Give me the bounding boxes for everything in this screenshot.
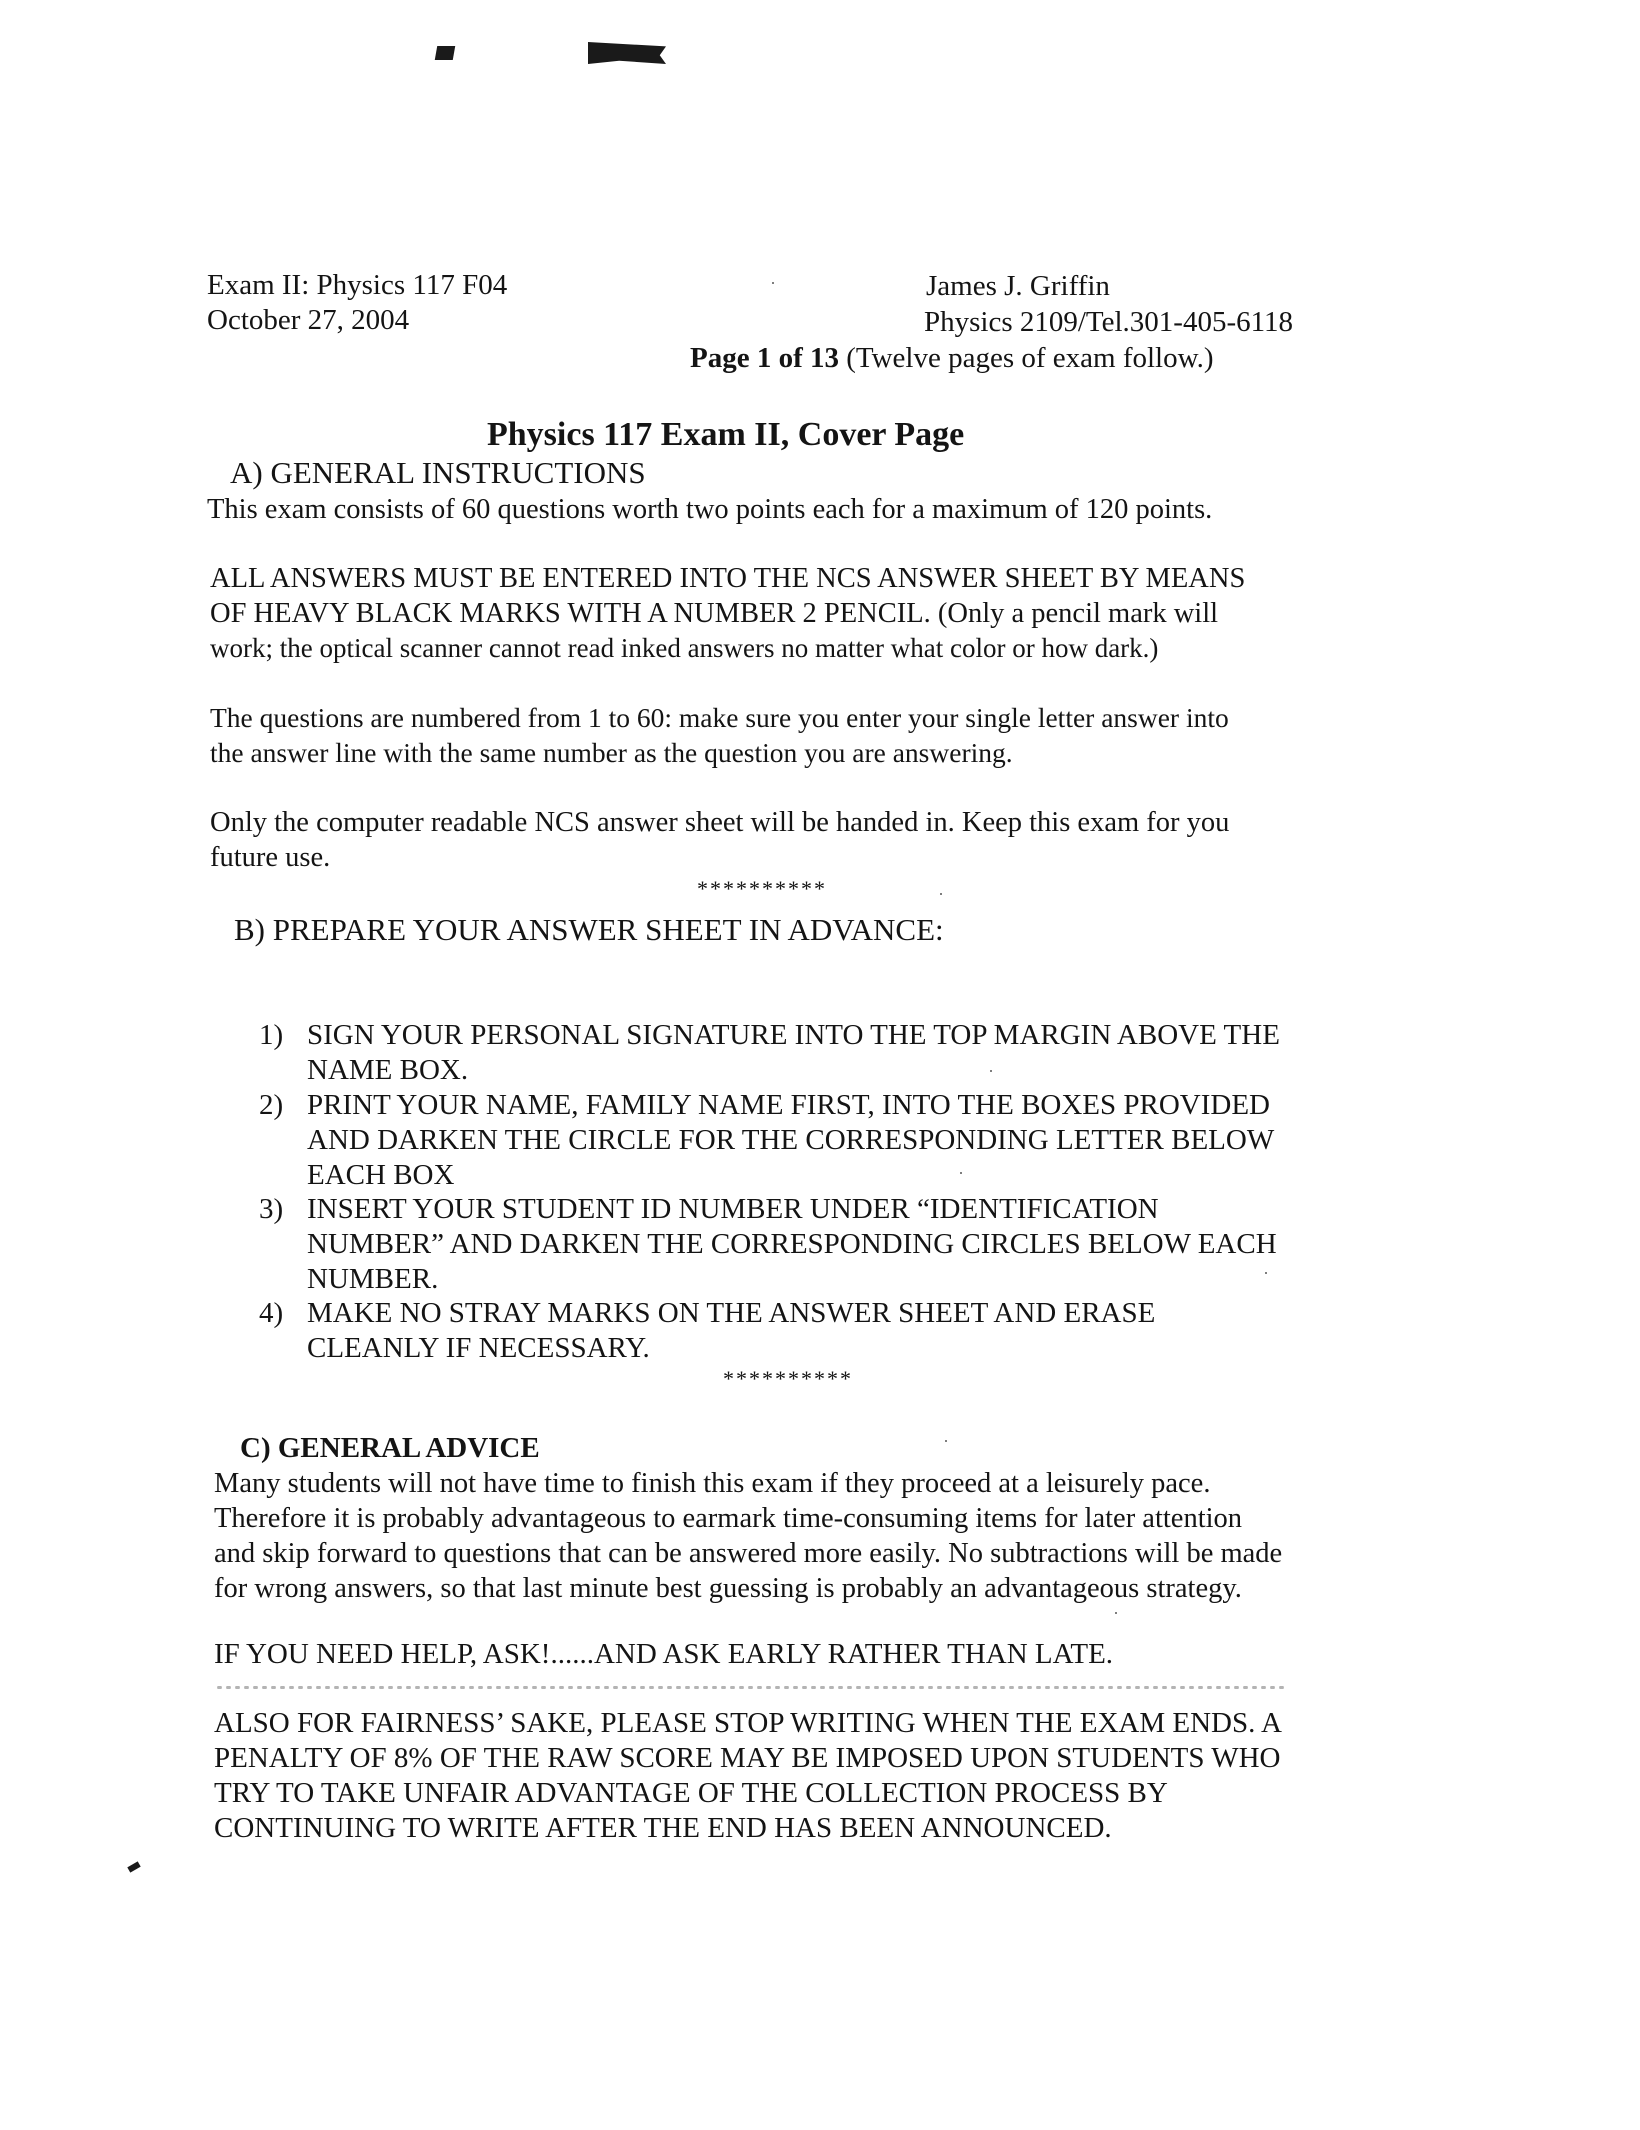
scan-speck xyxy=(940,893,942,895)
section-c-p1-line4: for wrong answers, so that last minute best guessing is probably an advantageous strategy. xyxy=(214,1573,1242,1604)
scan-speck xyxy=(945,1440,947,1442)
fairness-line4: CONTINUING TO WRITE AFTER THE END HAS BEEN ANNOUNCED. xyxy=(214,1812,1112,1844)
item-3-line2: NUMBER” AND DARKEN THE CORRESPONDING CIRCLES BELOW EACH xyxy=(307,1228,1277,1260)
item-4-number: 4) xyxy=(259,1297,284,1329)
page-title: Physics 117 Exam II, Cover Page xyxy=(487,416,965,453)
section-c-p1-line2: Therefore it is probably advantageous to earmark time-consuming items for later attention xyxy=(214,1503,1243,1534)
scan-smudge-left xyxy=(435,46,455,60)
section-a-p2-line2: OF HEAVY BLACK MARKS WITH A NUMBER 2 PENCIL. (Only a pencil mark will xyxy=(210,598,1219,629)
section-a-separator: ********** xyxy=(697,876,827,901)
exam-line: Exam II: Physics 117 F04 xyxy=(207,269,508,301)
page-indicator xyxy=(690,340,1214,376)
item-1-line1: SIGN YOUR PERSONAL SIGNATURE INTO THE TOP MARGIN ABOVE THE xyxy=(307,1019,1280,1051)
section-b-item-1 xyxy=(259,1018,1280,1088)
scan-speck xyxy=(990,1070,992,1072)
item-1-number: 1) xyxy=(259,1019,284,1051)
scan-smudge-right xyxy=(588,42,666,64)
item-3-number: 3) xyxy=(259,1193,284,1225)
scan-speck xyxy=(1115,1612,1117,1614)
scan-speck xyxy=(1265,1272,1267,1274)
fairness-line2: PENALTY OF 8% OF THE RAW SCORE MAY BE IMPOSED UPON STUDENTS WHO xyxy=(214,1742,1281,1774)
scan-speck xyxy=(960,1172,962,1174)
item-4-line1: MAKE NO STRAY MARKS ON THE ANSWER SHEET AND ERASE xyxy=(307,1297,1156,1329)
item-2-line3: EACH BOX xyxy=(307,1159,455,1191)
scan-speck xyxy=(772,282,774,284)
item-2-number: 2) xyxy=(259,1089,284,1121)
section-b-item-4 xyxy=(259,1296,1155,1366)
margin-mark xyxy=(127,1861,140,1872)
section-b-separator: ********** xyxy=(723,1366,853,1391)
instructor-name: James J. Griffin xyxy=(926,270,1110,302)
item-2-line1: PRINT YOUR NAME, FAMILY NAME FIRST, INTO THE BOXES PROVIDED xyxy=(307,1089,1271,1121)
section-c-heading: C) GENERAL ADVICE xyxy=(240,1432,540,1464)
section-b-item-2 xyxy=(259,1088,1274,1193)
scan-noise-line xyxy=(215,1686,1285,1689)
section-a-p4-line2: future use. xyxy=(210,842,331,873)
item-4-line2: CLEANLY IF NECESSARY. xyxy=(307,1332,650,1364)
page-label: Page 1 of 13 xyxy=(690,342,839,374)
section-c-p1-line1: Many students will not have time to finish this exam if they proceed at a leisurely pace. xyxy=(214,1468,1211,1499)
section-a-p3-line1: The questions are numbered from 1 to 60: make sure you enter your single letter answer into xyxy=(210,702,1229,733)
section-b-heading: B) PREPARE YOUR ANSWER SHEET IN ADVANCE: xyxy=(234,912,944,947)
item-2-line2: AND DARKEN THE CIRCLE FOR THE CORRESPONDING LETTER BELOW xyxy=(307,1124,1275,1156)
help-notice: IF YOU NEED HELP, ASK!......AND ASK EARLY RATHER THAN LATE. xyxy=(214,1638,1114,1670)
page-note: (Twelve pages of exam follow.) xyxy=(846,342,1214,374)
section-a-p2-line1: ALL ANSWERS MUST BE ENTERED INTO THE NCS ANSWER SHEET BY MEANS xyxy=(210,563,1246,594)
fairness-line1: ALSO FOR FAIRNESS’ SAKE, PLEASE STOP WRITING WHEN THE EXAM ENDS. A xyxy=(214,1707,1282,1739)
section-c-p1-line3: and skip forward to questions that can be answered more easily. No subtractions will be made xyxy=(214,1538,1283,1569)
section-a-p3-line2: the answer line with the same number as the question you are answering. xyxy=(210,737,1013,768)
instructor-office: Physics 2109/Tel.301-405-6118 xyxy=(924,306,1294,338)
section-a-p1: This exam consists of 60 questions worth two points each for a maximum of 120 points. xyxy=(207,494,1213,525)
item-1-line2: NAME BOX. xyxy=(307,1054,469,1086)
section-a-p4-line1: Only the computer readable NCS answer sheet will be handed in. Keep this exam for you xyxy=(210,807,1230,838)
section-a-heading: A) GENERAL INSTRUCTIONS xyxy=(230,455,646,490)
fairness-line3: TRY TO TAKE UNFAIR ADVANTAGE OF THE COLLECTION PROCESS BY xyxy=(214,1777,1168,1809)
section-b-item-3 xyxy=(259,1192,1277,1297)
section-a-p2-line3: work; the optical scanner cannot read inked answers no matter what color or how dark.) xyxy=(210,633,1159,663)
item-3-line1: INSERT YOUR STUDENT ID NUMBER UNDER “IDENTIFICATION xyxy=(307,1193,1159,1225)
item-3-line3: NUMBER. xyxy=(307,1263,439,1295)
exam-date: October 27, 2004 xyxy=(207,304,410,336)
